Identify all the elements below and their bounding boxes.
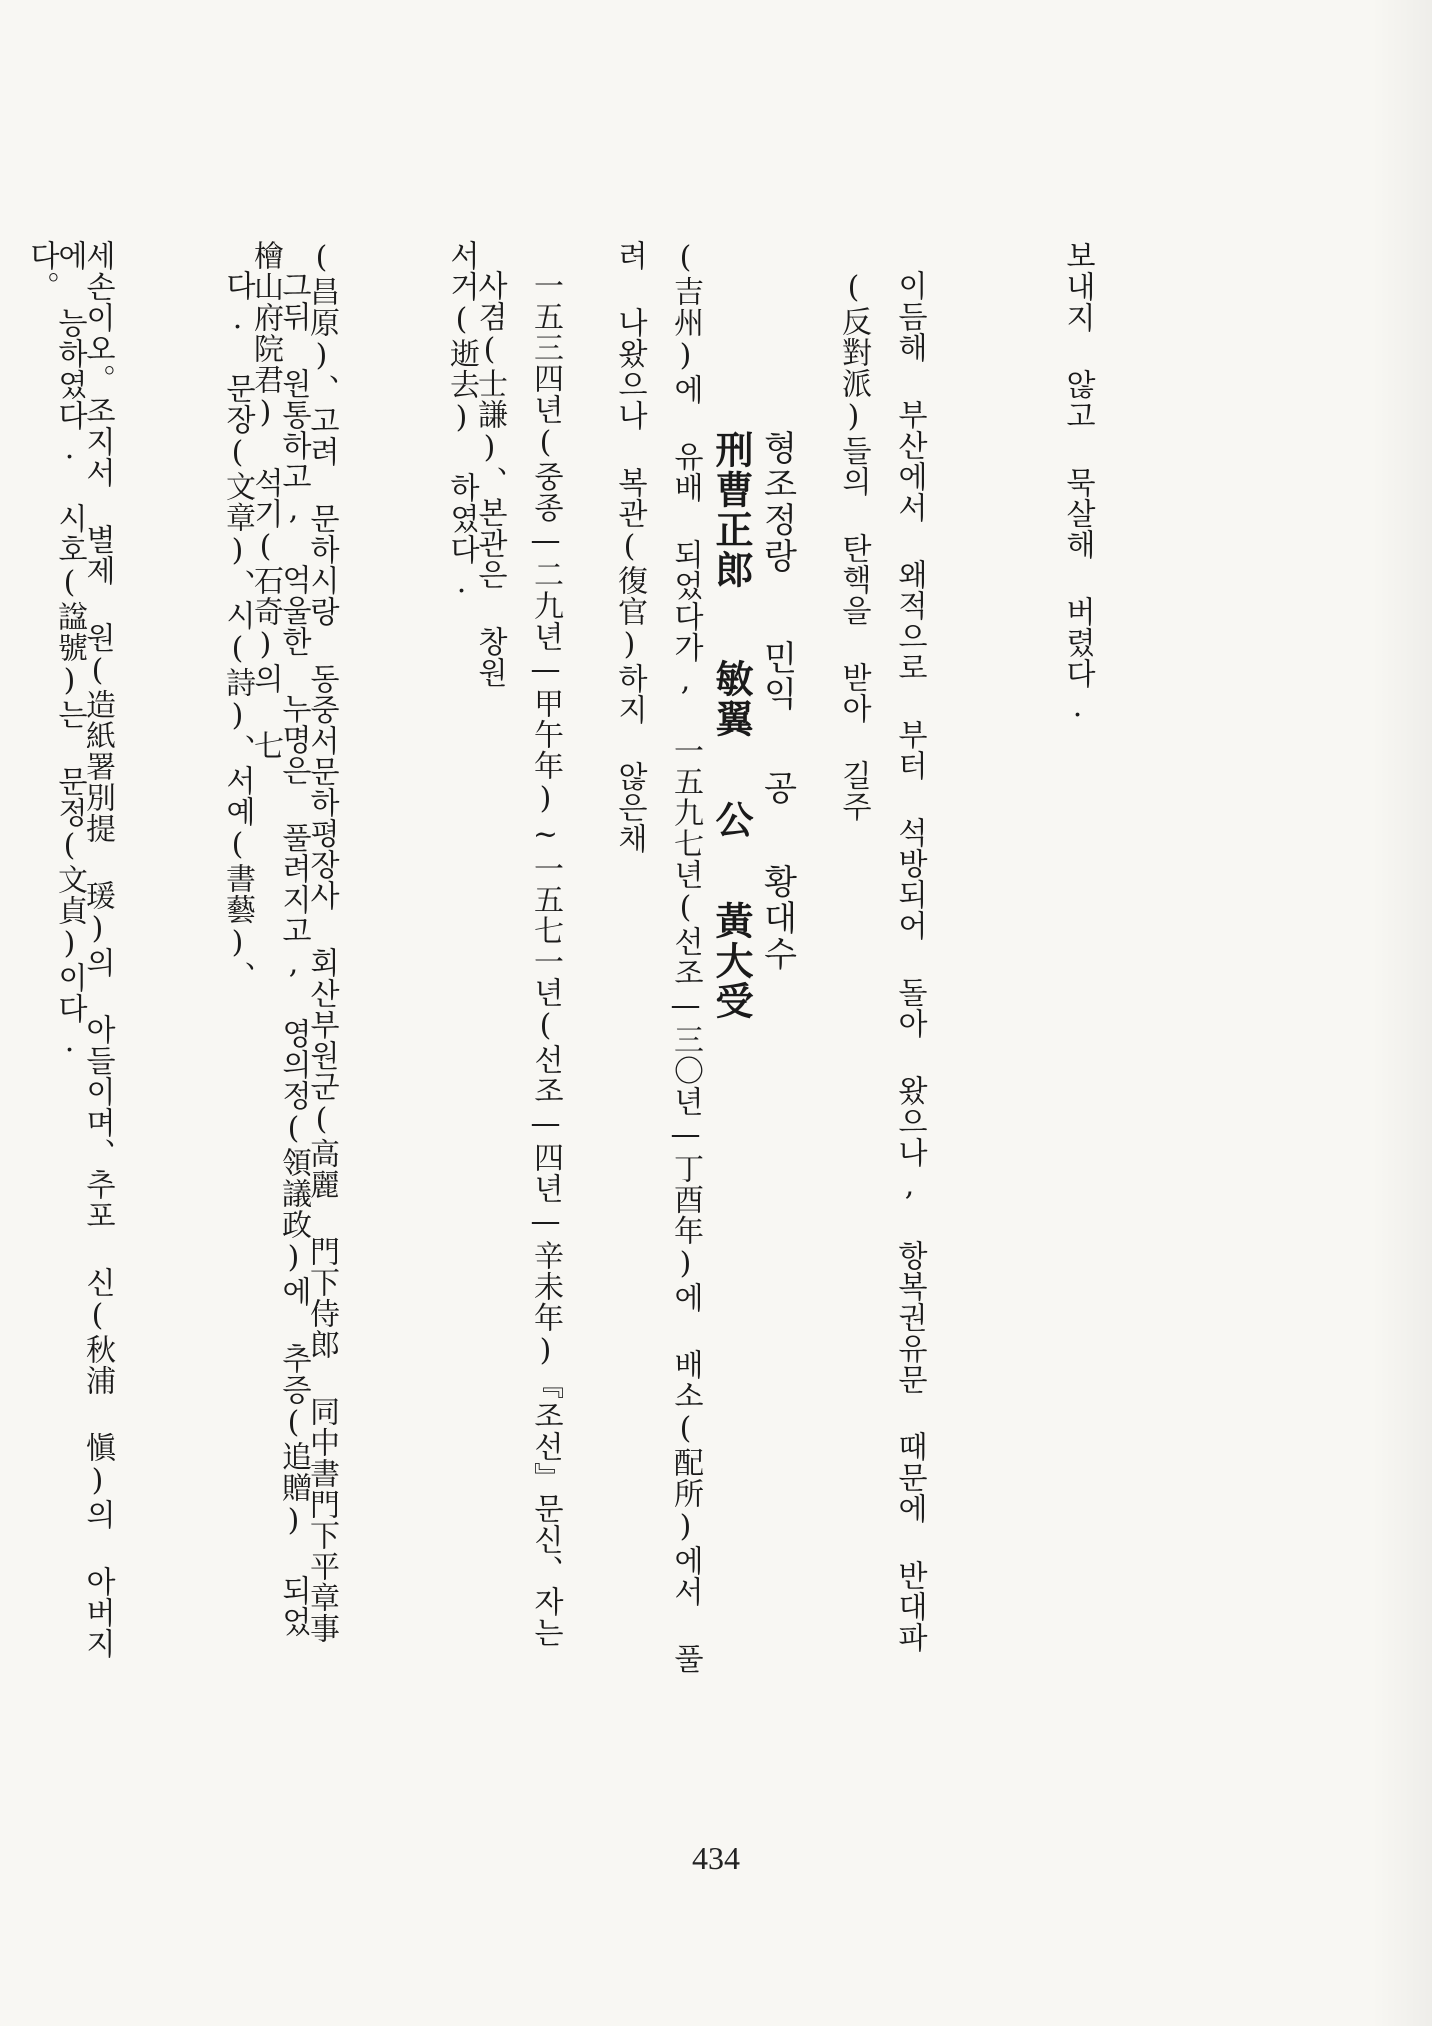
heading-given-hangul: 황대수 <box>757 864 797 972</box>
heading-hangul <box>754 430 800 972</box>
text-column: 이듬해 부산에서 왜적으로 부터 석방되어 돌아 왔으나, 항복권유문 때문에 반대파(反對派)들의 탄핵을 받아 길주 <box>836 270 927 1653</box>
text-column: (昌原)、고려 문하시랑 동중서문하평장사 회산부원군(高麗 門下侍郎 同中書門下平章事 檜山府院君) 석기(石奇)의 七 <box>248 240 339 1680</box>
text-column: (吉州)에 유배 되었다가, 一五九七년(선조—三〇년—丁酉年)에 배소(配所)에서 풀려 나왔으나 복관(復官)하지 않은채 <box>612 240 703 1674</box>
heading-given-hanja: 黃大受 <box>709 901 754 1021</box>
heading-title-hanja: 刑曹正郎 <box>709 430 754 590</box>
entry-heading <box>690 430 800 1021</box>
text-column: 에 능하였다. 시호(諡號)는 문정(文貞)이다. <box>52 240 87 1060</box>
text-column: 서거(逝去) 하였다. <box>444 240 479 601</box>
heading-gong-hanja: 公 <box>709 800 754 840</box>
heading-hanja <box>708 430 754 1021</box>
heading-name-hanja: 敏翼 <box>709 659 754 739</box>
page-number: 434 <box>692 1840 740 1876</box>
text-column: 세손이오。조지서 별제 원(造紙署別提 瑗)의 아들이며、추포 신(秋浦 愼)의 아버지다。 <box>24 240 115 1659</box>
heading-title-hangul: 형조정랑 <box>757 430 797 574</box>
heading-gong-hangul: 공 <box>757 770 797 806</box>
page-gutter-shadow <box>1372 0 1432 2026</box>
heading-name-hangul: 민익 <box>757 640 797 712</box>
text-column: 一五三四년(중종—二九년—甲午年)~一五七一년(선조—四년—辛未年)『조선』문신、자는 사겸(士謙)、본관은 창원 <box>472 270 563 1684</box>
text-column: 그뒤 원통하고, 억울한 누명은 풀려지고, 영의정(領議政)에 추증(追贈) 되었다. 문장(文章)、시(詩)、서예(書藝)、 <box>220 270 311 1637</box>
text-column: 보내지 않고 묵살해 버렸다. <box>1060 240 1095 725</box>
